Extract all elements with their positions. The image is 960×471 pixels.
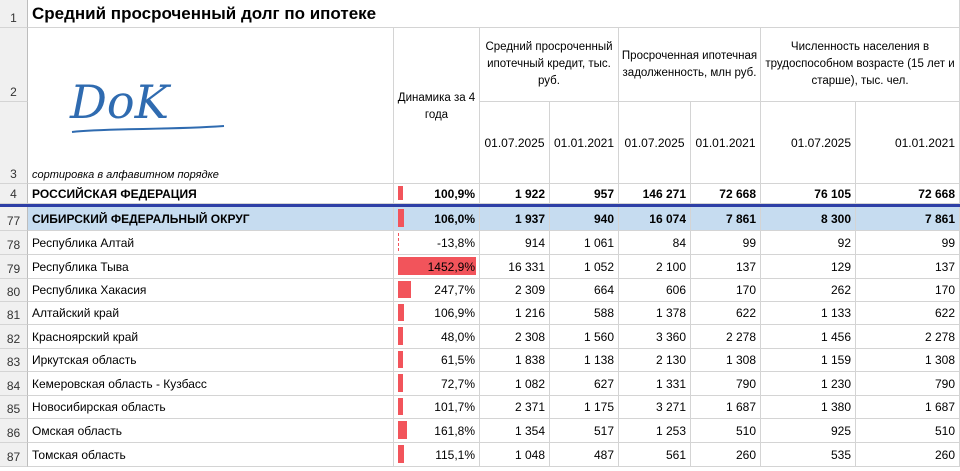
- value-cell[interactable]: 1 048: [480, 443, 550, 467]
- value-cell[interactable]: 84: [619, 231, 691, 255]
- value-cell[interactable]: 510: [691, 419, 761, 443]
- region-divider: [0, 204, 960, 207]
- value-cell[interactable]: 517: [550, 419, 619, 443]
- dynamics-percent: 48,0%: [440, 329, 475, 344]
- value-cell[interactable]: 1 354: [480, 419, 550, 443]
- dynamics-bar: [398, 445, 404, 463]
- dynamics-percent: 61,5%: [440, 353, 475, 367]
- row-header[interactable]: 81: [0, 302, 28, 325]
- dynamics-cell[interactable]: [394, 279, 480, 302]
- value-cell[interactable]: 72 668: [856, 184, 960, 204]
- row-header[interactable]: 80: [0, 279, 28, 302]
- value-cell[interactable]: 535: [761, 443, 856, 467]
- row-header[interactable]: 87: [0, 443, 28, 467]
- sort-note: сортировка в алфавитном порядке: [32, 169, 219, 181]
- value-cell[interactable]: 510: [856, 419, 960, 443]
- dok-logo: [68, 74, 228, 136]
- dynamics-percent: 106,9%: [434, 306, 475, 320]
- value-cell[interactable]: 260: [691, 443, 761, 467]
- value-cell[interactable]: 1 159: [761, 349, 856, 372]
- dynamics-cell[interactable]: [394, 325, 480, 349]
- row-header[interactable]: 83: [0, 349, 28, 372]
- dynamics-cell[interactable]: [394, 372, 480, 396]
- value-cell[interactable]: 1 331: [619, 372, 691, 396]
- row-header-2[interactable]: 2: [0, 28, 28, 102]
- col-header-avg-debt[interactable]: Средний просроченный ипотечный кредит, тыс. руб.: [480, 28, 619, 102]
- dynamics-bar: [398, 351, 403, 368]
- value-cell[interactable]: 1 687: [856, 396, 960, 419]
- value-cell[interactable]: 1 216: [480, 302, 550, 325]
- value-cell[interactable]: 99: [691, 231, 761, 255]
- value-cell[interactable]: 1 175: [550, 396, 619, 419]
- dynamics-bar: [398, 233, 399, 251]
- value-cell[interactable]: 146 271: [619, 184, 691, 204]
- row-header[interactable]: 86: [0, 419, 28, 443]
- dynamics-bar: [398, 209, 404, 227]
- value-cell[interactable]: 1 061: [550, 231, 619, 255]
- row-header[interactable]: 84: [0, 372, 28, 396]
- value-cell[interactable]: 1 133: [761, 302, 856, 325]
- value-cell[interactable]: 76 105: [761, 184, 856, 204]
- value-cell[interactable]: 16 331: [480, 255, 550, 279]
- dynamics-percent: 161,8%: [434, 423, 475, 438]
- date-cell[interactable]: 01.01.2021: [550, 102, 619, 184]
- sheet-title[interactable]: Средний просроченный долг по ипотеке: [28, 0, 960, 28]
- value-cell[interactable]: 1 230: [761, 372, 856, 396]
- value-cell[interactable]: 2 130: [619, 349, 691, 372]
- dynamics-bar: [398, 304, 404, 321]
- date-cell[interactable]: 01.01.2021: [856, 102, 960, 184]
- row-header[interactable]: 4: [0, 184, 28, 204]
- svg-text:DoK: DoK: [70, 75, 169, 129]
- date-cell[interactable]: 01.01.2021: [691, 102, 761, 184]
- value-cell[interactable]: 925: [761, 419, 856, 443]
- value-cell[interactable]: 2 309: [480, 279, 550, 302]
- value-cell[interactable]: 8 300: [761, 207, 856, 231]
- dynamics-bar: [398, 398, 403, 415]
- value-cell[interactable]: 588: [550, 302, 619, 325]
- region-name-cell[interactable]: Красноярский край: [28, 325, 394, 349]
- row-header[interactable]: 77: [0, 207, 28, 231]
- dynamics-cell[interactable]: [394, 419, 480, 443]
- dynamics-percent: -13,8%: [436, 235, 475, 250]
- region-name-cell[interactable]: Омская область: [28, 419, 394, 443]
- value-cell[interactable]: 561: [619, 443, 691, 467]
- dynamics-percent: 106,0%: [434, 211, 475, 226]
- value-cell[interactable]: 1 687: [691, 396, 761, 419]
- date-cell[interactable]: 01.07.2025: [761, 102, 856, 184]
- dynamics-cell[interactable]: [394, 443, 480, 467]
- dynamics-cell[interactable]: [394, 396, 480, 419]
- value-cell[interactable]: 2 278: [856, 325, 960, 349]
- dynamics-percent: 100,9%: [434, 186, 475, 201]
- value-cell[interactable]: 487: [550, 443, 619, 467]
- dynamics-cell[interactable]: [394, 207, 480, 231]
- value-cell[interactable]: 1 380: [761, 396, 856, 419]
- region-name-cell[interactable]: Кемеровская область - Кузбасс: [28, 372, 394, 396]
- value-cell[interactable]: 1 138: [550, 349, 619, 372]
- value-cell[interactable]: 92: [761, 231, 856, 255]
- region-name-cell[interactable]: Республика Тыва: [28, 255, 394, 279]
- logo-cell[interactable]: [28, 28, 394, 184]
- region-name-cell[interactable]: Республика Хакасия: [28, 279, 394, 302]
- value-cell[interactable]: 2 100: [619, 255, 691, 279]
- row-header-3[interactable]: 3: [0, 102, 28, 184]
- col-header-dynamics[interactable]: Динамика за 4 года: [394, 28, 480, 184]
- dynamics-bar: [398, 281, 411, 298]
- dynamics-cell[interactable]: [394, 302, 480, 325]
- value-cell[interactable]: 99: [856, 231, 960, 255]
- value-cell[interactable]: 3 271: [619, 396, 691, 419]
- value-cell[interactable]: 1 308: [856, 349, 960, 372]
- value-cell[interactable]: 957: [550, 184, 619, 204]
- value-cell[interactable]: 137: [691, 255, 761, 279]
- value-cell[interactable]: 914: [480, 231, 550, 255]
- value-cell[interactable]: 622: [856, 302, 960, 325]
- value-cell[interactable]: 1 937: [480, 207, 550, 231]
- row-header-1[interactable]: 1: [0, 0, 28, 28]
- col-header-total-debt[interactable]: Просроченная ипотечная задолженность, млн руб.: [619, 28, 761, 102]
- dynamics-percent: 247,7%: [434, 283, 475, 297]
- dynamics-percent: 72,7%: [440, 376, 475, 391]
- value-cell[interactable]: 72 668: [691, 184, 761, 204]
- value-cell[interactable]: 1 378: [619, 302, 691, 325]
- region-name-cell[interactable]: Алтайский край: [28, 302, 394, 325]
- row-header[interactable]: 78: [0, 231, 28, 255]
- row-header[interactable]: 82: [0, 325, 28, 349]
- dynamics-percent: 101,7%: [434, 400, 475, 414]
- region-name-cell[interactable]: Томская область: [28, 443, 394, 467]
- value-cell[interactable]: 1 082: [480, 372, 550, 396]
- value-cell[interactable]: 2 278: [691, 325, 761, 349]
- row-header[interactable]: 85: [0, 396, 28, 419]
- value-cell[interactable]: 1 922: [480, 184, 550, 204]
- dynamics-percent: 1452,9%: [427, 259, 475, 274]
- value-cell[interactable]: 7 861: [691, 207, 761, 231]
- dynamics-cell[interactable]: [394, 184, 480, 204]
- col-header-population[interactable]: Численность населения в трудоспособном возрасте (15 лет и старше), тыс. чел.: [761, 28, 960, 102]
- value-cell[interactable]: 262: [761, 279, 856, 302]
- region-name-cell[interactable]: Новосибирская область: [28, 396, 394, 419]
- value-cell[interactable]: 16 074: [619, 207, 691, 231]
- value-cell[interactable]: 664: [550, 279, 619, 302]
- value-cell[interactable]: 622: [691, 302, 761, 325]
- value-cell[interactable]: 1 052: [550, 255, 619, 279]
- value-cell[interactable]: 1 308: [691, 349, 761, 372]
- value-cell[interactable]: 1 560: [550, 325, 619, 349]
- region-name-cell[interactable]: СИБИРСКИЙ ФЕДЕРАЛЬНЫЙ ОКРУГ: [28, 207, 394, 231]
- value-cell[interactable]: 129: [761, 255, 856, 279]
- value-cell[interactable]: 2 308: [480, 325, 550, 349]
- date-cell[interactable]: 01.07.2025: [480, 102, 550, 184]
- dynamics-bar: [398, 421, 407, 439]
- region-name-cell[interactable]: Иркутская область: [28, 349, 394, 372]
- value-cell[interactable]: 260: [856, 443, 960, 467]
- dynamics-cell[interactable]: [394, 231, 480, 255]
- value-cell[interactable]: 627: [550, 372, 619, 396]
- dynamics-bar: [398, 327, 403, 345]
- value-cell[interactable]: 790: [856, 372, 960, 396]
- dynamics-cell[interactable]: [394, 255, 480, 279]
- dynamics-cell[interactable]: [394, 349, 480, 372]
- value-cell[interactable]: 606: [619, 279, 691, 302]
- dynamics-bar: [398, 186, 403, 200]
- region-name-cell[interactable]: РОССИЙСКАЯ ФЕДЕРАЦИЯ: [28, 184, 394, 204]
- value-cell[interactable]: 3 360: [619, 325, 691, 349]
- date-cell[interactable]: 01.07.2025: [619, 102, 691, 184]
- value-cell[interactable]: 1 838: [480, 349, 550, 372]
- value-cell[interactable]: 790: [691, 372, 761, 396]
- dynamics-bar: [398, 374, 403, 392]
- value-cell[interactable]: 170: [691, 279, 761, 302]
- value-cell[interactable]: 940: [550, 207, 619, 231]
- dynamics-percent: 115,1%: [435, 447, 475, 462]
- value-cell[interactable]: 7 861: [856, 207, 960, 231]
- row-header[interactable]: 79: [0, 255, 28, 279]
- value-cell[interactable]: 137: [856, 255, 960, 279]
- value-cell[interactable]: 1 456: [761, 325, 856, 349]
- value-cell[interactable]: 1 253: [619, 419, 691, 443]
- value-cell[interactable]: 2 371: [480, 396, 550, 419]
- region-name-cell[interactable]: Республика Алтай: [28, 231, 394, 255]
- value-cell[interactable]: 170: [856, 279, 960, 302]
